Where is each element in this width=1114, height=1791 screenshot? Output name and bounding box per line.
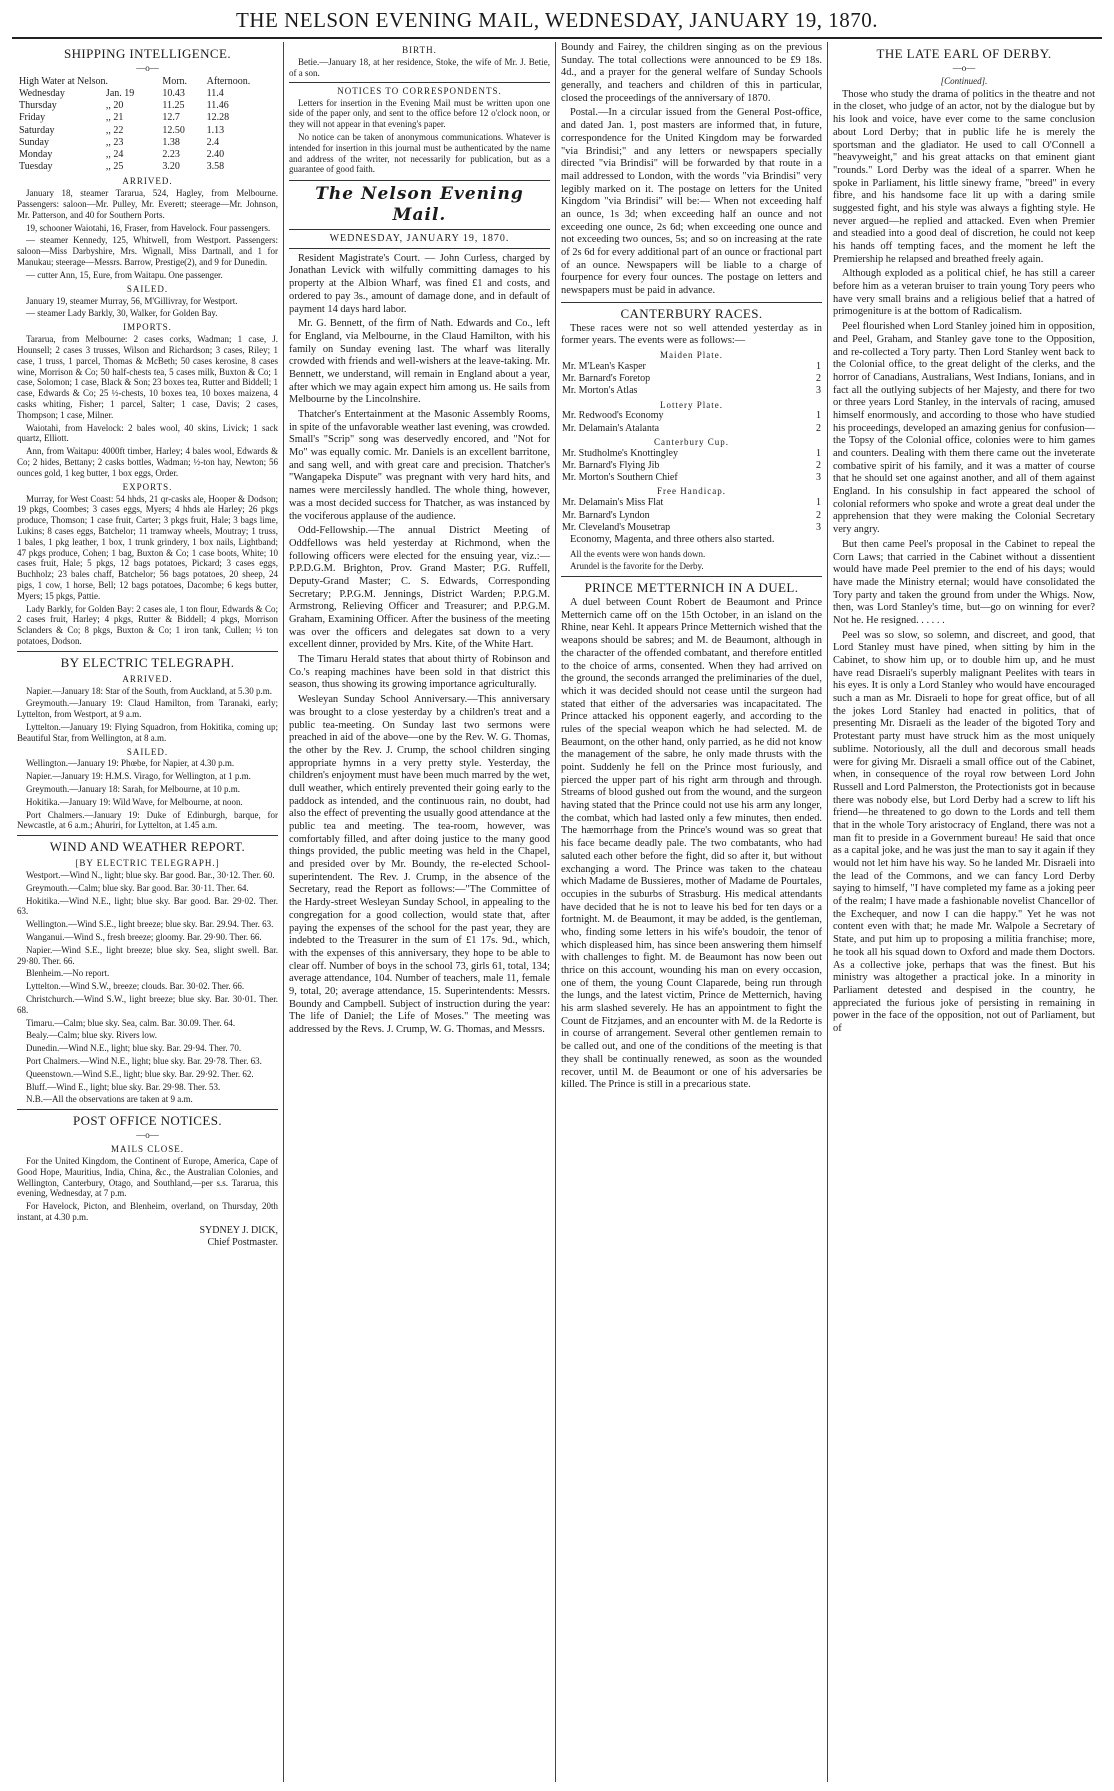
notices-title: NOTICES TO CORRESPONDENTS. [337,85,502,96]
postmaster-name: SYDNEY J. DICK, [199,1224,278,1236]
ornament: —o— [136,62,159,73]
tide-aft: 2.40 [206,148,225,160]
tide-aft: 2.4 [206,136,220,148]
article-paragraph: Wesleyan Sunday School Anniversary.—This anniversary was brought to a close yesterday by a children's treat and a public tea-meeting. On Sunday last two sermons were preached in aid of the above—one by the Rev. W. G. Thomas, the other by the Rev. J. Crump, the school children singing appropriate hymns in a very pretty style. Yesterday, the children's enjoyment must have been much marred by the wet, dull weather, which entirely prevented their going early to the paddock as intended, and the continuous rain, no doubt, had also the effect of preventing the usually good attendance at the public tea and meeting. The tea-room, however, was comfortably filled, and after doing justice to the many good things provided, the public meeting was held in the Chapel, and presided over by Mr. Boundy, the re-elected School-superintendent. The Rev. J. Crump, in the absence of the Secretary, read the Report as follows:—"The Committee of the Hardy-street Wesleyan Sunday School, in appealing to the congregation for a good collection, would state that, after paying the expenses of the school for the past year, they are indebted to the Treasurer in the sum of £1 17s. 9d., which, with the expenses of this anniversary, they hope to be able to clear off. Number of boys in the school 73, girls 61, total, 134; average attendance, 104. Number of teachers, male 11, female 9, total, 20; average attendance, 15. Superintendents: Messrs. Boundy and Campbell. Subject of instruction during the year: The life of Daniel; the Life of Moses." The meeting was addressed by the Revs. J. Crump, W. G. Thomas, and Messrs. [289,694,550,1036]
postmaster-title: Chief Postmaster. [207,1236,278,1248]
races-note: Arundel is the favorite for the Derby. [570,561,704,572]
notice-text: Letters for insertion in the Evening Mail must be written upon one side of the paper only, and sent to the office before 12 o'clock noon, or they will not appear in that evening's paper. [289,97,550,130]
weather-entry: Blenheim.—No report. [26,968,110,979]
birth-notice: Betie.—January 18, at her residence, Stoke, the wife of Mr. J. Betie, of a son. [289,56,550,78]
tide-aft: 1.13 [206,124,225,136]
weather-entry: Napier.—Wind S.E., light breeze; blue sky. Sea, slight swell. Bar. 29·80. Ther. 66. [17,944,278,966]
article-paragraph: Odd-Fellowship.—The annual District Meeting of Oddfellows was held yesterday at Richmond, when the following officers were elected for the ensuing year, viz.:—P.P.D.G.M. Brighton, Prov. Grand Master; P.G. Ruffell, Deputy-Grand Master; C. S. Edwards, Corresponding Secretary; P.P.G.M. Jennings, District Warden; P.P.G.M. Armstrong, Relieving Officer and Treasurer; and P.P.G.M. Graham, Examining Officer. After the business of the meeting was over the officers and delegates sat down to a very excellent dinner, provided by Mrs. Kite, of the White Hart. [289,525,550,651]
race-horse: Mr. Barnard's Foretop [562,373,651,385]
weather-entry: Bluff.—Wind E., light; blue sky. Bar. 29·98. Ther. 53. [26,1081,221,1092]
tide-row [17,137,278,149]
race-horse: Mr. Studholme's Knottingley [562,447,678,459]
races-after: Economy, Magenta, and three others also started. [570,533,775,545]
article-paragraph: Boundy and Fairey, the children singing as on the previous Sunday. The total collections were announced to be £9 18s. 4d., and a prayer for the general welfare of Sunday Schools generally, and teachers and children of this in particular, closed the proceedings of the anniversary of 1870. [561,42,822,104]
tide-aft: 11.46 [206,100,229,112]
tel-sailing: Hokitika.—January 19: Wild Wave, for Melbourne, at noon. [26,796,243,807]
race-place: 2 [816,460,821,472]
export-entry: Lady Barkly, for Golden Bay: 2 cases ale, 1 ton flour, Edwards & Co; 2 cases fruit, Harley; 4 pkgs, Rutter & Biddell; 4 pkgs, Morrison Sclanders & Co; 8 pkgs, Buxton & Co; 1 iron tank, Cullen; ½ ton potatoes, Dodson. [17,603,278,646]
races-intro: These races were not so well attended yesterday as in former years. The events were as follows:— [561,322,822,347]
races-title: CANTERBURY RACES. [561,302,822,322]
arrival-entry: — cutter Ann, 15, Eure, from Waitapu. One passenger. [26,269,223,280]
tide-aft: 11.4 [206,88,224,100]
tide-date: ,, 23 [105,136,124,148]
tide-row [17,161,278,173]
article-paragraph: Mr. G. Bennett, of the firm of Nath. Edwards and Co., left for England, via Melbourne, in the Claud Hamilton, with his family on Sunday evening last. The wharf was literally crowded with friends and well-wishers at the leave-taking. Mr. Bennett, we understand, will remain in England about a year, after which we may again expect him among us. He sails from Melbourne by the Lincolnshire. [289,318,550,406]
race-horse: Mr. Redwood's Economy [562,410,664,422]
race-row [561,385,822,397]
article-paragraph: The Timaru Herald states that about thirty of Robinson and Co.'s reaping machines have been sold in that district this season, thus showing its growing importance agriculturally. [289,654,550,691]
race-horse: Mr. Delamain's Miss Flat [562,497,664,509]
race-place: 2 [816,509,821,521]
tide-row [17,125,278,137]
race-horse: Mr. Delamain's Atalanta [562,422,660,434]
race-horse: Mr. Morton's Atlas [562,385,638,397]
derby-title: THE LATE EARL OF DERBY. [876,46,1052,61]
column-4 [828,42,1100,1782]
exports-title: EXPORTS. [122,481,173,492]
tide-aft: 12.28 [206,112,230,124]
tide-date: Jan. 19 [105,88,135,100]
sailed-entry: — steamer Lady Barkly, 30, Walker, for Golden Bay. [26,308,218,319]
race-row [561,497,822,509]
column-2 [284,42,556,1782]
weather-entry: Queenstown.—Wind S.E., light; blue sky. Bar. 29·92. Ther. 62. [26,1068,254,1079]
tide-table [17,76,278,174]
sailed-entry: January 19, steamer Murray, 56, M'Gillivray, for Westport. [26,295,238,306]
article-paragraph: Although exploded as a political chief, he has still a career before him as a veteran bruiser to train young Tory peers who have very small brains and a religious belief that a hatred of primogeniture is at the bottom of Radicalism. [833,268,1095,318]
imports-title: IMPORTS. [123,322,172,333]
tide-day: Tuesday [19,161,53,173]
race-place: 2 [816,373,821,385]
paper-banner: The Nelson Evening Mail. [289,180,550,229]
tide-row [17,88,278,100]
tel-arrived-title: ARRIVED. [122,673,173,684]
tel-sailed-title: SAILED. [126,746,169,757]
race-place: 1 [816,497,821,509]
race-row [561,361,822,373]
tide-day: Monday [19,148,53,160]
article-paragraph: A duel between Count Robert de Beaumont and Prince Metternich came off on the 15th October, in an island on the Rhine, near Kehl. It appears Prince Metternich wished that the weapons should be sabres; and M. de Beaumont, although in the character of the offended combatant, and therefore entitled to the choice of arms, consented. When they had arrived on the ground, the seconds arranged the preliminaries of the duel, which it was decided should not cease until the surgeon had stated that either of the adversaries was incapacitated. The Prince attacked his opponent eagerly, and according to the rules of the special weapon which he had selected. M. de Beaumont, on the other hand, only parried, as he did not know the management of the sabre, he only made thrusts with the point. Suddenly he fell on the Prince most furiously, and pierced the upper part of his right arm through and through. Streams of blood gushed out from the wound, and the surgeon having stated that the Prince could not use his arm any longer, the combat, which had lasted only a few minutes, then ended. The hæmorrhage from the Prince's wound was so great that his face became deadly pale. The two combatants, who had saluted each other before the fight, did so after it, but without exchanging a word. The Prince was taken to the chateau which Madame de Bussieres, mother of Madame de Pourtales, occupies in the suburbs of Strasburg. His medical attendants have decided that he is not to leave his bed for ten days or a fortnight. M. de Beaumont, it may be added, is the gentleman, who, finding some letters in his wife's boudoir, the tenor of which displeased him, has since been answering them himself with challenges to fight. M. de Beaumont has now been out thrice on this account, wounding his man on every occasion, one of them, the young Count Claparede, being run through the lungs, and the latest victim, Prince de Metternich, having his arm slashed severely. He has an appointment to fight the Count de Fitzjames, and an encounter with M. de la Redorte is in course of arrangement. Several other gentlemen remain to be called out, and one of the conditions of the meeting is that they shall be continually renewed, as soon as the wounded recover, until M. de Beaumont or one of his adversaries be killed. The Prince is still in a precarious state. [561,597,822,1091]
race-results [561,497,822,534]
duel-title: PRINCE METTERNICH IN A DUEL. [561,576,822,596]
race-row [561,510,822,522]
article-paragraph: Resident Magistrate's Court. — John Curless, charged by Jonathan Levick with wilfully committing damages to his property at the Albion Wharf, was fined £1 and costs, and ordered to pay 3s., amount of damage done, and in default of payment 14 days hard labor. [289,252,550,315]
tide-morn: 12.50 [162,124,185,136]
shipping-title: SHIPPING INTELLIGENCE. [64,46,231,61]
weather-sub: [BY ELECTRIC TELEGRAPH.] [75,858,220,869]
post-office-title: POST OFFICE NOTICES. [17,1109,278,1129]
tel-sailing: Napier.—January 19: H.M.S. Virago, for Wellington, at 1 p.m. [26,771,251,782]
race-horse: Mr. Barnard's Flying Jib [562,460,660,472]
weather-entry: Timaru.—Calm; blue sky. Sea, calm. Bar. 30.09. Ther. 64. [26,1017,236,1028]
weather-entry: Wanganui.—Wind S., fresh breeze; gloomy. Bar. 29·90. Ther. 66. [26,932,262,943]
ornament: —o— [952,62,976,73]
tide-date: ,, 24 [105,148,124,160]
race-title: Free Handicap. [657,486,726,497]
race-results [561,361,822,398]
tel-arrival: Napier.—January 18: Star of the South, from Auckland, at 5.30 p.m. [26,685,272,696]
race-title: Lottery Plate. [660,399,723,410]
column-3 [556,42,828,1782]
sailed-title: SAILED. [126,283,169,294]
mail-entry: For Havelock, Picton, and Blenheim, overland, on Thursday, 20th instant, at 4.30 p.m. [17,1201,278,1222]
article-paragraph: But then came Peel's proposal in the Cabinet to repeal the Corn Laws; that carried in the Cabinet without a dissentient would have made Peel premier to the end of his days; would have made the Ministry eternal; would have consolidated the Tory party and taken the ground from under the Whigs. Now, then, was Lord Stanley's time, but—go on winning for ever? Not he. He resigned. . . . . . [833,538,1095,626]
article-paragraph: Thatcher's Entertainment at the Masonic Assembly Rooms, in spite of the unfavorable weather last evening, was crowded. Small's "Scrip" song was deservedly encored, and "Not for Mo" was equally comic. Mr. Daniels is an excellent barritone, and sang well, and with great care and precision. Thatcher's "Wangapeka Dispute" was pregnant with very hard hits, and names were mercilessly handled. The whole thing, however, was a most decided success for Thatcher, as was instanced by the vociferous applause of the audience. [289,409,550,522]
tide-row [17,149,278,161]
weather-entry: Lyttelton.—Wind S.W., breeze; clouds. Bar. 30·02. Ther. 66. [26,981,245,992]
weather-entry: Westport.—Wind N., light; blue sky. Bar good. Bar., 30·12. Ther. 60. [26,870,275,881]
race-horse: Mr. Barnard's Lyndon [562,509,650,521]
divider [289,82,550,83]
article-paragraph: Postal.—In a circular issued from the General Post-office, and dated Jan. 1, post masters are informed that, in future, correspondence for the United Kingdom may be forwarded "via Brindisi;" and any letters or newspapers specially directed "via Brindisi" will be forwarded by that route in a mail addressed to London, with the words "via Brindisi" very legibly marked on it. The postage on letters for the United Kingdom "via Brindisi" will be:— When not exceeding half an ounce, 1s 3d; when exceeding half an ounce and not exceeding one ounce, 2s 6d; when exceeding one ounce and not exceeding two ounces, 5s; and so on increasing at the rate of 2s 6d for every additional part of an ounce or fractional part of an ounce. Newspapers will be liable to a charge of fourpence for every four ounces. The postage on letters and newspapers must be paid in advance. [561,107,822,297]
dateline: WEDNESDAY, JANUARY 19, 1870. [289,233,550,249]
race-row [561,460,822,472]
race-results [561,448,822,485]
race-place: 1 [816,410,821,422]
tide-date: ,, 22 [105,124,124,136]
race-place: 2 [816,422,821,434]
tide-date: ,, 21 [105,112,124,124]
race-row [561,522,822,534]
import-entry: Ann, from Waitapu: 4000ft timber, Harley; 4 bales wool, Edwards & Co; 2 hides, Bettany; 2 casks bottles, Wadman; ½-ton hay, Newton; 56 ounces gold, 1 keg butter, 1 box eggs, Order. [17,446,278,478]
mail-entry: For the United Kingdom, the Continent of Europe, America, Cape of Good Hope, Mauritius, India, China, &c., the Australian Colonies, and Wellington, Canterbury, Otago, and Southland,—per s.s. Tararua, this evening, Wednesday, at 7 p.m. [17,1156,278,1199]
import-entry: Waiotahi, from Havelock: 2 bales wool, 40 skins, Livick; 1 sack quartz, Elliott. [17,422,278,444]
race-horse: Mr. Cleveland's Mousetrap [562,521,671,533]
arrived-title: ARRIVED. [122,176,173,187]
masthead: THE NELSON EVENING MAIL, WEDNESDAY, JANUARY 19, 1870. [12,8,1102,39]
tel-arrival: Greymouth.—January 19: Claud Hamilton, from Taranaki, early; Lyttelton, from Westport, at 9 a.m. [17,698,278,720]
tel-sailing: Greymouth.—January 18: Sarah, for Melbourne, at 10 p.m. [26,784,240,795]
tide-aft: 3.58 [206,161,225,173]
race-row [561,373,822,385]
weather-entry: Dunedin.—Wind N.E., light; blue sky. Bar. 29·94. Ther. 70. [26,1043,242,1054]
arrival-entry: — steamer Kennedy, 125, Whitwell, from Westport. Passengers: saloon—Miss Darbyshire, Mrs. Wignall, Miss Dartnall, and 1 for Manukau; steerage—Messrs. Barrow, Prestige(2), and 9 for Dunedin. [17,235,278,268]
tide-morn: 3.20 [162,161,180,173]
tide-row [17,100,278,112]
birth-title: BIRTH. [402,45,437,55]
article-paragraph: Peel was so slow, so solemn, and discreet, and good, that Lord Stanley must have pined, when sitting by him in the Cabinet, to show him up, or to double him up, and he must have read Disraeli's superbly malignant Peelites with tears in his eyes. It is only a Lord Stanley who would have encouraged such a man as Mr. Disraeli to hope for great office, but of all the jokes Lord Stanley had enacted in politics, that of presenting Mr. Disraeli as the leader of the bigoted Tory and Protestant party must have struck him as the most uniquely sublime. Notoriously, all the dull and decorous small heads were for giving Mr. Disraeli a small office out of the Cabinet, when, in consequence of the royal row between Lord John Russell and Lord Palmerston, the Protectionists got in because there was nobody else, but Lord Derby had a screw to lift his friend—he threatened to go down to the Lords and tell them that in the whole Tory aristocracy of England, there was not a man fit to preside in a Government bureau! He said that once as a capital joke, and he was just the man to say it again if they would not let him have his way. So he landed Mr. Disraeli into the lead of the Commons, and we can fancy Lord Derby saying to himself, "I have completed my fame as a joking peer of the realm; I have made a fashionable novelist Chancellor of the Exchequer, and now I can die happy." Yet he was not content even with that; he made Mr. Walpole a Secretary of State, and put him up to proposing a militia franchise; more, he took all his squad down to Oxford and made them Doctors. As a collective joke, perhaps that was the finest. But his ministry was altogether a practical joke. In a minority in Parliament detested and despised in the country, he appreciated the furious joke of persisting in remaining in power in the face of the opposition, not out of Parliament, but of [833,629,1095,1034]
race-horse: Mr. Morton's Southern Chief [562,472,678,484]
tide-morn: 2.23 [162,148,180,160]
race-place: 3 [816,385,821,397]
tide-row [17,112,278,124]
weather-entry: Greymouth.—Calm; blue sky. Bar good. Bar. 30·11. Ther. 64. [26,882,249,893]
race-results [561,410,822,434]
tide-day: Thursday [19,100,57,112]
race-row [561,472,822,484]
races-note: All the events were won hands down. [570,548,706,559]
race-row [561,448,822,460]
weather-note: N.B.—All the observations are taken at 9 a.m. [26,1094,193,1105]
tide-day: Sunday [19,136,49,148]
weather-entry: Bealy.—Calm; blue sky. Rivers low. [26,1030,157,1041]
columns [12,42,1102,1782]
weather-entry: Christchurch.—Wind S.W., light breeze; blue sky. Bar. 30·01. Ther. 68. [17,994,278,1015]
tide-date: ,, 25 [105,161,124,173]
weather-entry: Hokitika.—Wind N.E., light; blue sky. Bar good. Bar. 29·02. Ther. 63. [17,895,278,917]
export-entry: Murray, for West Coast: 54 hhds, 21 qr-casks ale, Hooper & Dodson; 19 pkgs, Coombes; 3 cases eggs, Myers; 4 hhds ale Harley; 26 pkgs produce, Thomson; 1 case fruit, Carter; 3 pkgs fruit, Hale; 3 bags lime, Lukins; 8 cases eggs, Batchelor; 11 tramway wheels, Moutray; 1 truss, 1 bales, 1 pkg leather, 1 box, 1 trunk grindery, 1 box nails, Lightband; 47 pkgs produce, Cohen; 1 bag, Buxton & Co; 1 case boots, White; 10 cases fruit, Hale; 5 pkgs, 12 bags potatoes, Pickard; 3 cases eggs, Buchholz; 23 bales chaff, Batchelor; 56 bags potatoes, 20 sheep, 24 pigs, 1 cow, 1 horse, Bell; 12 bags potatoes, Dacombe; 6 kegs butter, Myers; 15 pkgs, Pattie. [17,493,278,601]
article-paragraph: Those who study the drama of politics in the theatre and not in the closet, who judge of an actor, not by the dialogue but by his look and voice, have ever come to the same conclusion about Lord Derby; that in public life he is merely the sportsman and the gladiator. He used to call O'Connell a "heavyweight," and his great attacks on that eminent giant "rounds." Lord Derby was the ideal of a sparrer. When he spoke in Parliament, his little sinewy frame, "breed" in every fibre, and his handsome face lit up with a daring smile suggested fight, and his style was always a fighting style. He never argued—he replied and attacked. Even when Premier and steadied into a good deal of discretion, he could not keep his hands off tempting faces, and the moment he left the Premiership he relapsed and breathed freely again. [833,88,1095,265]
weather-title: WIND AND WEATHER REPORT. [17,835,278,855]
tide-morn: 12.7 [162,112,180,124]
tel-arrival: Lyttelton.—January 19: Flying Squadron, from Hokitika, coming up; Beautiful Star, from Wellington, at 8 a.m. [17,721,278,743]
arrival-entry: January 18, steamer Tararua, 524, Hagley, from Melbourne. Passengers: saloon—Mr. Pulley, Mr. Everett; steerage—Mr. Johnson, Mr. Patterson, and 40 for Southern Ports. [17,188,278,220]
tide-day: Friday [19,112,46,124]
tide-header: High Water at Nelson. [19,75,108,87]
arrival-entry: 19, schooner Waiotahi, 16, Fraser, from Havelock. Four passengers. [26,222,271,233]
race-row [561,423,822,435]
tide-day: Saturday [19,124,55,136]
race-place: 1 [816,360,821,372]
tide-header: Afternoon. [206,75,251,87]
article-paragraph: Peel flourished when Lord Stanley joined him in opposition, and Peel, Graham, and Stanley gave tone to the Opposition, and re-collected a Tory party. Then Lord Stanley went back to the Colonial office, to the great delight of the clerks, and the horror of Canadians, Australians, West Indians, Ionians, and in fact all the outlying subjects of her Majesty, and there for two or three years Lord Stanley, in the intervals of racing, amused himself enormously, and according to those who have studied his proceedings, developed an amazing genius for confusion—the Topsy of the Colonial office, colonies were to him games and counters. Dealing with them there came out the inveterate combative spirit of his family, and it was a matter of course that he should set one against another, and all of them against England. In his consulship in fact appeared the school of colonial reformers who spoke and wrote a great deal under the apprehension that they were making the Colonial Secretary very angry. [833,321,1095,536]
tide-day: Wednesday [19,88,65,100]
tel-sailing: Wellington.—January 19: Phœbe, for Napier, at 4.30 p.m. [26,758,235,769]
telegraph-title: BY ELECTRIC TELEGRAPH. [17,651,278,671]
race-title: Canterbury Cup. [654,436,729,447]
race-place: 3 [816,472,821,484]
race-title: Maiden Plate. [660,349,723,360]
tide-header-row [17,76,278,88]
import-entry: Tararua, from Melbourne: 2 cases corks, Wadman; 1 case, J. Hounsell; 2 cases 3 trusses, Wilson and Richardson; 3 cases, Riley; 1 case, 1 truss, 1 parcel, Thomas & McBeth; 50 cases kerosine, 8 cases wine, Morrison & Co; 50 half-chests tea, 5 cases milk, Buxton & Co; 1 case, Solomon; 1 case, Black & Son; 23 boxes tea, Rutter and Biddell; 1 case, Edwards & Co; 25 ½-chests, 10 boxes tea, 10 boxes maizena, 4 casks whiting, Fisher; 1 parcel, Salter; 1 case, Davis; 2 cases, Thompson; 1 case, Milner. [17,334,278,420]
tide-morn: 11.25 [162,100,185,112]
tide-header: Morn. [162,75,188,87]
race-place: 1 [816,447,821,459]
race-place: 3 [816,521,821,533]
tide-morn: 10.43 [162,88,185,100]
mails-close-title: MAILS CLOSE. [110,1144,184,1155]
continued-label: [Continued]. [940,75,988,86]
ornament: —o— [136,1130,159,1141]
tel-sailing: Port Chalmers.—January 19: Duke of Edinburgh, barque, for Newcastle, at 6 a.m.; Ahuriri, for Lyttelton, at 1.45 a.m. [17,809,278,831]
weather-entry: Wellington.—Wind S.E., light breeze; blue sky. Bar. 29.94. Ther. 63. [26,919,274,930]
notice-text: No notice can be taken of anonymous communications. Whatever is intended for insertion in this journal must be authenticated by the name and address of the writer, not necessarily for publication, but as a guarantee of good faith. [289,131,550,175]
weather-entry: Port Chalmers.—Wind N.E., light; blue sky. Bar. 29·78. Ther. 63. [26,1056,262,1067]
column-1 [12,42,284,1782]
tide-morn: 1.38 [162,136,180,148]
race-row [561,410,822,422]
race-horse: Mr. M'Lean's Kasper [562,360,646,372]
tide-date: ,, 20 [105,100,124,112]
